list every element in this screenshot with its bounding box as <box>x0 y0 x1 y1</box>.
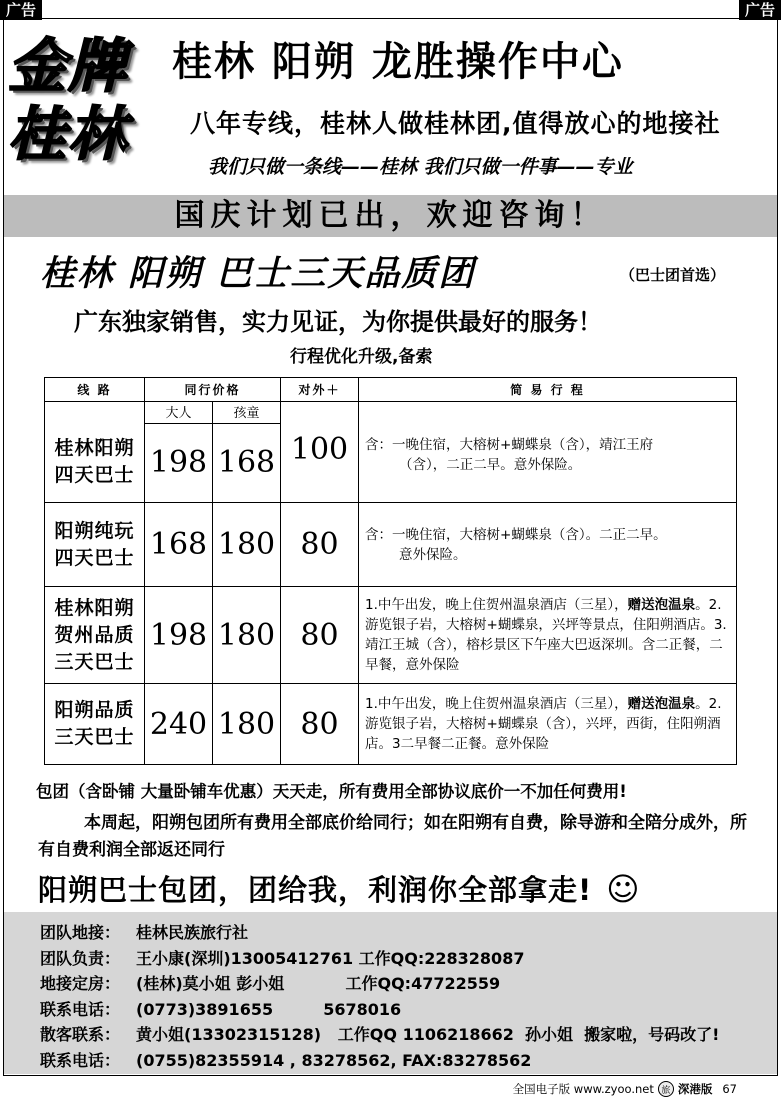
route-line: 四天巴士 <box>54 546 135 569</box>
logo-line2: 桂林 <box>8 100 129 168</box>
child-price: 180 <box>213 503 281 587</box>
contact-row <box>40 1048 777 1074</box>
footer-region: 深港版 <box>677 1082 713 1096</box>
itinerary-cell <box>359 684 737 765</box>
contact-key: 散客联系： <box>40 1025 121 1044</box>
child-price <box>213 402 281 503</box>
contact-row <box>40 971 777 997</box>
child-price: 180 <box>213 684 281 765</box>
header-route: 线 路 <box>45 378 145 402</box>
header-slogan: 我们只做一条线——桂林 我们只做一件事——专业 <box>208 156 633 178</box>
contact-key: 团队地接： <box>40 923 121 942</box>
adult-price-value: 198 <box>149 445 208 480</box>
itinerary-text: 。2.游览银子岩，大榕树+蝴蝶泉（含），兴坪，西街，住阳朔酒店。3二早餐二正餐。意外保险 <box>365 696 722 752</box>
contact-key: 团队负责： <box>40 948 121 968</box>
promo-charter: 包团（含卧铺 大量卧铺车优惠）天天走，所有费用全部协议底价一不加任何费用! <box>36 782 627 801</box>
header-external: 对外＋ <box>281 378 359 402</box>
itinerary-line: （含），二正二早。意外保险。 <box>399 457 582 473</box>
price-table <box>44 377 737 765</box>
route-line: 桂林阳朔 <box>54 437 135 459</box>
page-number: 67 <box>722 1082 737 1096</box>
seal-icon: 旅 <box>658 1081 674 1097</box>
adult-price: 198 <box>145 587 213 684</box>
contact-value: (0755)82355914 , 83278562, FAX:83278562 <box>136 1050 532 1070</box>
route-line: 贺州品质 <box>54 623 135 646</box>
child-subheader: 孩童 <box>213 402 280 424</box>
route-line: 四天巴士 <box>54 464 135 486</box>
contact-key: 地接定房： <box>40 974 121 993</box>
logo-line1: 金牌 <box>8 32 129 100</box>
header-itinerary: 简 易 行 程 <box>359 378 737 402</box>
header-peer-price: 同行价格 <box>145 378 281 402</box>
route-cell <box>45 503 145 587</box>
adult-subheader: 大人 <box>145 402 212 424</box>
itinerary-highlight: 赠送泡温泉 <box>627 696 696 712</box>
contact-key: 联系电话： <box>40 1050 121 1070</box>
logo <box>8 32 168 177</box>
national-day-banner: 国庆计划已出，欢迎咨询！ <box>4 195 777 237</box>
itinerary-cell <box>359 503 737 587</box>
promo-weekly: 本周起，阳朔包团所有费用全部底价给同行；如在阳朔有自费，除导游和全陪分成外，所有自费利润全部返还同行 <box>38 813 747 860</box>
itinerary-line: 含：一晚住宿，大榕树+蝴蝶泉（含）。二正二早。 <box>365 526 667 543</box>
contact-value: 王小康(深圳)13005412761 工作QQ:228328087 <box>136 948 525 968</box>
tour-subtitle: 广东独家销售，实力见证，为你提供最好的服务！ <box>74 308 602 336</box>
itinerary-line: 含：一晚住宿，大榕树+蝴蝶泉（含），靖江王府 <box>365 437 654 453</box>
itinerary-highlight: 赠送泡温泉 <box>627 597 696 613</box>
table-header-row <box>45 378 737 402</box>
route-line: 阳朔纯玩 <box>54 519 135 542</box>
contact-row <box>40 920 777 946</box>
header-title: 桂林 阳朔 龙胜操作中心 <box>172 39 624 85</box>
table-row <box>45 587 737 684</box>
page-footer <box>513 1081 737 1097</box>
external-price: 100 <box>281 402 359 503</box>
route-line: 阳朔品质 <box>54 699 135 721</box>
table-row <box>45 402 737 503</box>
child-price-value: 168 <box>217 445 276 480</box>
child-price: 180 <box>213 587 281 684</box>
route-line: 三天巴士 <box>54 726 135 748</box>
route-line: 三天巴士 <box>54 650 135 673</box>
promo-headline <box>38 868 641 909</box>
ad-tag-right: 广告 <box>739 0 781 20</box>
external-price: 80 <box>281 684 359 765</box>
adult-price: 168 <box>145 503 213 587</box>
contact-panel <box>4 912 777 1074</box>
route-cell <box>45 402 145 503</box>
header-subtitle: 八年专线，桂林人做桂林团,值得放心的地接社 <box>190 109 721 138</box>
tour-upgrade: 行程优化升级,备索 <box>290 347 433 367</box>
ad-tag-left: 广告 <box>0 0 42 20</box>
itinerary-line: 意外保险。 <box>399 546 467 563</box>
table-row <box>45 503 737 587</box>
contact-value: (桂林)莫小姐 彭小姐 工作QQ:47722559 <box>136 974 501 993</box>
tour-title: 桂林 阳朔 巴士三天品质团 <box>40 254 476 294</box>
contact-value: 桂林民族旅行社 <box>136 923 249 942</box>
itinerary-cell <box>359 587 737 684</box>
route-cell <box>45 587 145 684</box>
itinerary-text: 1.中午出发，晚上住贺州温泉酒店（三星）， <box>365 696 628 712</box>
table-row <box>45 684 737 765</box>
footer-edition: 全国电子版 www.zyoo.net <box>512 1082 654 1096</box>
itinerary-cell <box>359 402 737 503</box>
route-cell <box>45 684 145 765</box>
tour-note: （巴士团首选） <box>620 266 726 284</box>
external-price: 80 <box>281 587 359 684</box>
route-line: 桂林阳朔 <box>54 596 135 619</box>
contact-value: (0773)3891655 5678016 <box>136 999 402 1019</box>
contact-row <box>40 1022 777 1048</box>
promo-headline-text: 阳朔巴士包团，团给我，利润你全部拿走! <box>38 873 593 907</box>
contact-row <box>40 946 777 972</box>
contact-value: 黄小姐(13302315128) 工作QQ 1106218662 孙小姐 搬家啦，号码改了! <box>136 1025 720 1044</box>
smiley-icon: ☺ <box>606 870 641 908</box>
adult-price <box>145 402 213 503</box>
external-price: 80 <box>281 503 359 587</box>
contact-key: 联系电话： <box>40 999 121 1019</box>
itinerary-text: 1.中午出发，晚上住贺州温泉酒店（三星）， <box>365 597 628 613</box>
contact-row <box>40 997 777 1023</box>
adult-price: 240 <box>145 684 213 765</box>
itinerary-text: 。2.游览银子岩，大榕树+蝴蝶泉，兴坪等景点，住阳朔酒店。3.靖江王城（含），榕杉景区下午座大巴返深圳。含二正餐，二早餐，意外保险 <box>365 597 727 673</box>
